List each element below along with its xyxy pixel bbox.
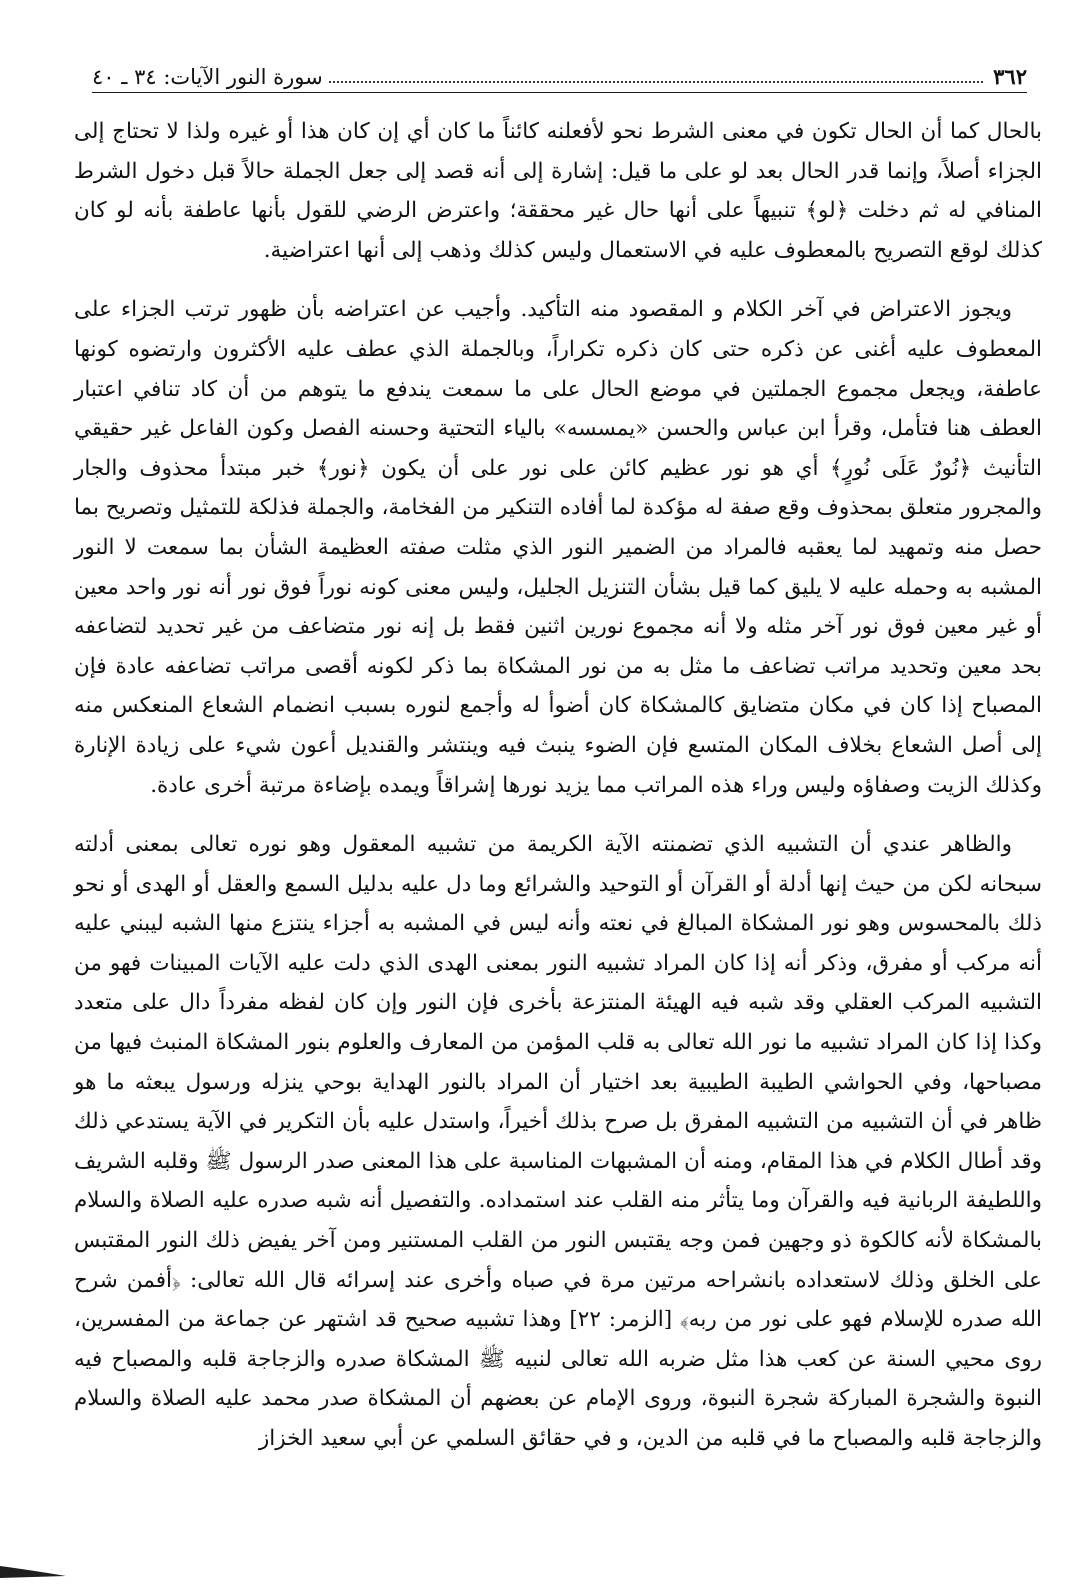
paragraph-2: ويجوز الاعتراض في آخر الكلام و المقصود منه التأكيد. وأجيب عن اعتراضه بأن ظهور ترتب الجزاء على المعطوف عليه أغنى عن ذكره حتى كان ذكره تكراراً، وبالجملة الذي عطف عليه الأكثرون وارتضوه كونها عاطفة، ويجعل مجموع الجملتين في موضع الحال على ما سمعت يندفع ما يتوهم من أن كاد تنافي اعتبار العطف هنا فتأمل، وقرأ ابن عباس والحسن «يمسسه» بالياء التحتية وحسنه الفصل وكون الفاعل غير حقيقي التأنيث ﴿نُورٌ عَلَى نُورٍ﴾ أي هو نور عظيم كائن على نور على أن يكون ﴿نور﴾ خبر مبتدأ محذوف والجار والمجرور متعلق بمحذوف وقع صفة له مؤكدة لما أفاده التنكير من الفخامة، والجملة فذلكة للتمثيل وتصريح بما حصل منه وتمهيد لما يعقبه فالمراد من الضمير النور الذي مثلت صفته العظيمة الشأن بما سمعت لا النور المشبه به وحمله عليه لا يليق كما قيل بشأن التنزيل الجليل، وليس معنى كونه نوراً فوق نور أنه نور واحد معين أو غير معين فوق نور آخر مثله ولا أنه مجموع نورين اثنين فقط بل إنه نور متضاعف من غير تحديد لتضاعفه بحد معين وتحديد مراتب تضاعف ما مثل به من نور المشكاة بما ذكر لكونه أقصى مراتب تضاعفه عادة فإن المصباح إذا كان في مكان متضايق كالمشكاة كان أضوأ له وأجمع لنوره بسبب انضمام الشعاع المنعكس منه إلى أصل الشعاع بخلاف المكان المتسع فإن الضوء ينبث فيه وينتشر والقنديل أعون شيء على زيادة الإنارة وكذلك الزيت وصفاؤه وليس وراء هذه المراتب مما يزيد نورها إشراقاً ويمده بإضاءة مرتبة أخرى عادة. [74,297,1042,798]
paragraph-1: بالحال كما أن الحال تكون في معنى الشرط نحو لأفعلنه كائناً ما كان أي إن كان هذا أو غيره ولذا لا تحتاج إلى الجزاء أصلاً، وإنما قدر الحال بعد لو على ما قيل: إشارة إلى أنه قصد إلى جعل الجملة حالاً قبل دخول الشرط المنافي له ثم دخلت ﴿لو﴾ تنبيهاً على أنها حال غير محققة؛ واعترض الرضي للقول بأنها عاطفة بأنه لو كان كذلك لوقع التصريح بالمعطوف عليه في الاستعمال وليس كذلك وذهب إلى أنها اعتراضية. [74,119,1043,263]
running-header [92,56,1027,93]
surah-title: سورة النور الآيات: ٣٤ ـ ٤٠ [92,65,323,89]
paragraph-3: والظاهر عندي أن التشبيه الذي تضمنته الآية الكريمة من تشبيه المعقول وهو نوره تعالى بمعنى أدلته سبحانه لكن من حيث إنها أدلة أو القرآن أو التوحيد والشرائع وما دل عليه بدليل السمع والعقل أو الهدى أو نحو ذلك بالمحسوس وهو نور المشكاة المبالغ في نعته وأنه ليس في المشبه به أجزاء ينتزع منها الشبه ليبني عليه أنه مركب أو مفرق، وذكر أنه إذا كان المراد تشبيه النور بمعنى الهدى الذي دلت عليه الآيات المبينات فهو من التشبيه المركب العقلي وقد شبه فيه الهيئة المنتزعة بأخرى فإن النور وإن كان لفظه مفرداً دال على متعدد وكذا إذا كان المراد تشبيه ما نور الله تعالى به قلب المؤمن من المعارف والعلوم بنور المشكاة المنبث فيها من مصباحها، وفي الحواشي الطيبة الطيبية بعد اختيار أن المراد بالنور الهداية بوحي ينزله ورسول يبعثه ما هو ظاهر في أن التشبيه من التشبيه المفرق بل صرح بذلك أخيراً، واستدل عليه بأن التكرير في الآية يستدعي ذلك وقد أطال الكلام في هذا المقام، ومنه أن المشبهات المناسبة على هذا المعنى صدر الرسول ﷺ وقلبه الشريف واللطيفة الربانية فيه والقرآن وما يتأثر منه القلب عند استمداده. والتفصيل أنه شبه صدره عليه الصلاة والسلام بالمشكاة لأنه كالكوة ذو وجهين فمن وجه يقتبس النور من القلب المستنير ومن آخر يفيض ذلك النور المقتبس على الخلق وذلك لاستعداده بانشراحه مرتين مرة في صباه وأخرى عند إسرائه قال الله تعالى: ﴿أفمن شرح الله صدره للإسلام فهو على نور من ربه﴾ [الزمر: ٢٢] وهذا تشبيه صحيح قد اشتهر عن جماعة من المفسرين، روى محيي السنة عن كعب هذا مثل ضربه الله تعالى لنبيه ﷺ المشكاة صدره والزجاجة قلبه والمصباح فيه النبوة والشجرة المباركة شجرة النبوة، وروى الإمام عن بعضهم أن المشكاة صدر محمد عليه الصلاة والسلام والزجاجة قلبه والمصباح ما في قلبه من الدين، و في حقائق السلمي عن أبي سعيد الخزاز [74,832,1042,1451]
page-number: ٣٦٢ [993,64,1027,89]
body-text [74,112,1042,1459]
page-corner-shadow [0,1562,70,1578]
dotted-leader [329,81,983,83]
